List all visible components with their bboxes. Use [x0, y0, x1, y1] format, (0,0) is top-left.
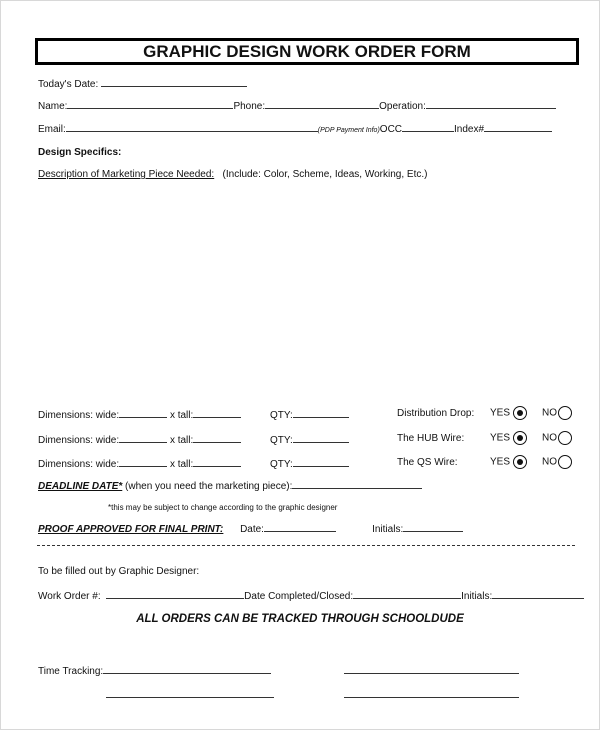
yes-radio[interactable] [513, 455, 527, 469]
proof-row [38, 522, 463, 536]
deadline-row [38, 479, 422, 493]
qty-field[interactable] [293, 408, 349, 418]
phone-field[interactable] [265, 99, 379, 109]
tall-field[interactable] [193, 433, 241, 443]
divider [37, 545, 575, 546]
index-label: Index# [454, 124, 485, 135]
index-field[interactable] [484, 122, 552, 132]
email-field[interactable] [66, 122, 318, 132]
qty-label: QTY: [270, 410, 293, 421]
tall-label: x tall: [169, 410, 194, 421]
proof-date-field[interactable] [264, 522, 336, 532]
work-order-field[interactable] [106, 589, 244, 599]
yes-radio[interactable] [513, 406, 527, 420]
yes-radio[interactable] [513, 431, 527, 445]
no-radio[interactable] [558, 431, 572, 445]
no-radio[interactable] [558, 406, 572, 420]
email-row [38, 122, 552, 137]
time-tracking-label: Time Tracking: [38, 666, 104, 677]
description-row [38, 169, 427, 181]
qty-field[interactable] [293, 433, 349, 443]
occ-field[interactable] [402, 122, 454, 132]
work-order-label: Work Order #: [38, 591, 101, 602]
dimensions-row [38, 433, 241, 447]
todays-date-field[interactable] [101, 77, 247, 87]
no-label: NO [542, 407, 557, 419]
wide-field[interactable] [119, 457, 167, 467]
yes-option[interactable] [490, 455, 527, 469]
tall-field[interactable] [193, 457, 241, 467]
no-label: NO [542, 456, 557, 468]
initials-label: Initials: [461, 591, 493, 602]
dimensions-row [38, 408, 241, 422]
todays-date-label: Today's Date: [38, 79, 99, 90]
yes-label: YES [490, 407, 511, 419]
yes-option[interactable] [490, 406, 527, 420]
include-note: (Include: Color, Scheme, Ideas, Working, Etc.) [222, 169, 428, 180]
wide-field[interactable] [119, 408, 167, 418]
initials-field[interactable] [492, 589, 584, 599]
date-completed-label: Date Completed/Closed: [244, 591, 354, 602]
yes-label: YES [490, 432, 511, 444]
wide-label: Dimensions: wide: [38, 459, 120, 470]
wide-field[interactable] [119, 433, 167, 443]
occ-label: OCC [379, 124, 403, 135]
name-row [38, 99, 556, 113]
proof-initials-label: Initials: [372, 524, 404, 535]
work-order-row [38, 589, 584, 603]
time-tracking-field-3[interactable] [106, 688, 274, 698]
dimensions-row [38, 457, 241, 471]
subject-note: *this may be subject to change according to the graphic designer [108, 503, 338, 512]
description-area[interactable] [37, 185, 577, 400]
design-specifics-heading: Design Specifics: [38, 147, 122, 158]
operation-field[interactable] [426, 99, 556, 109]
distribution-label: Distribution Drop: [397, 408, 475, 419]
description-label: Description of Marketing Piece Needed: [38, 169, 215, 180]
wide-label: Dimensions: wide: [38, 435, 120, 446]
wide-label: Dimensions: wide: [38, 410, 120, 421]
tracked-note: ALL ORDERS CAN BE TRACKED THROUGH SCHOOLDUDE [136, 613, 464, 625]
yes-option[interactable] [490, 431, 527, 445]
filled-by-label: To be filled out by Graphic Designer: [38, 566, 200, 577]
deadline-note: (when you need the marketing piece): [125, 481, 293, 492]
proof-date-label: Date: [240, 524, 264, 535]
qty-label: QTY: [270, 435, 293, 446]
time-tracking-field-4[interactable] [344, 688, 519, 698]
no-label: NO [542, 432, 557, 444]
time-tracking-row [38, 664, 271, 678]
email-label: Email: [38, 124, 66, 135]
qty-field[interactable] [293, 457, 349, 467]
yes-label: YES [490, 456, 511, 468]
tall-label: x tall: [169, 459, 194, 470]
proof-label: PROOF APPROVED FOR FINAL PRINT: [38, 524, 224, 535]
no-option[interactable] [542, 406, 572, 420]
no-radio[interactable] [558, 455, 572, 469]
name-label: Name: [38, 101, 68, 112]
proof-initials-field[interactable] [403, 522, 463, 532]
no-option[interactable] [542, 455, 572, 469]
todays-date-row [38, 77, 247, 91]
date-completed-field[interactable] [353, 589, 461, 599]
operation-label: Operation: [379, 101, 426, 112]
distribution-label: The HUB Wire: [397, 433, 465, 444]
qty-label: QTY: [270, 459, 293, 470]
tall-field[interactable] [193, 408, 241, 418]
deadline-label: DEADLINE DATE* [38, 481, 123, 492]
deadline-field[interactable] [292, 479, 422, 489]
time-tracking-field-2[interactable] [344, 664, 519, 674]
form-title: GRAPHIC DESIGN WORK ORDER FORM [35, 38, 579, 65]
pdp-note: (PDP Payment Info) [317, 127, 380, 134]
tall-label: x tall: [169, 435, 194, 446]
phone-label: Phone: [233, 101, 266, 112]
no-option[interactable] [542, 431, 572, 445]
name-field[interactable] [67, 99, 233, 109]
distribution-label: The QS Wire: [397, 457, 458, 468]
time-tracking-field-1[interactable] [103, 664, 271, 674]
